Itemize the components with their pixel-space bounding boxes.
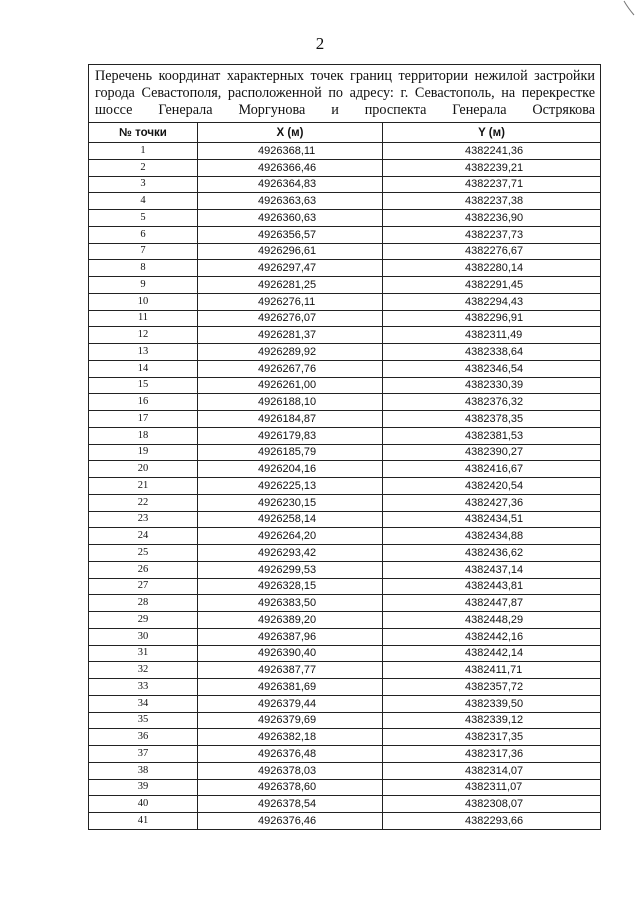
y-coordinate-cell: 4382241,36 [383,143,601,160]
point-number-cell: 8 [89,260,198,277]
point-number-cell: 27 [89,578,198,595]
y-coordinate-cell: 4382291,45 [383,277,601,294]
y-coordinate-cell: 4382317,36 [383,746,601,763]
table-row [89,210,601,227]
table-row [89,143,601,160]
point-number-cell: 22 [89,494,198,511]
point-number-cell: 35 [89,712,198,729]
x-coordinate-cell: 4926299,53 [198,561,383,578]
x-coordinate-cell: 4926356,57 [198,226,383,243]
table-row [89,427,601,444]
table-title: Перечень координат характерных точек границ территории нежилой застройки города Севастополя, расположенной по адресу: г. Севастополь, на перекрестке шоссе Генерала Моргунова и проспекта Генерала Острякова [89,65,601,123]
table-row [89,645,601,662]
point-number-cell: 37 [89,746,198,763]
point-number-cell: 11 [89,310,198,327]
point-number-cell: 30 [89,628,198,645]
point-number-cell: 13 [89,344,198,361]
point-number-cell: 39 [89,779,198,796]
x-coordinate-cell: 4926293,42 [198,545,383,562]
x-coordinate-cell: 4926230,15 [198,494,383,511]
header-y: Y (м) [383,123,601,143]
table-row [89,595,601,612]
table-row [89,612,601,629]
y-coordinate-cell: 4382236,90 [383,210,601,227]
x-coordinate-cell: 4926328,15 [198,578,383,595]
point-number-cell: 25 [89,545,198,562]
y-coordinate-cell: 4382294,43 [383,293,601,310]
table-row [89,762,601,779]
point-number-cell: 10 [89,293,198,310]
table-row [89,578,601,595]
x-coordinate-cell: 4926296,61 [198,243,383,260]
point-number-cell: 3 [89,176,198,193]
y-coordinate-cell: 4382237,71 [383,176,601,193]
point-number-cell: 26 [89,561,198,578]
table-row [89,813,601,830]
x-coordinate-cell: 4926378,54 [198,796,383,813]
x-coordinate-cell: 4926289,92 [198,344,383,361]
point-number-cell: 7 [89,243,198,260]
scan-mark [622,0,636,18]
x-coordinate-cell: 4926276,11 [198,293,383,310]
table-row [89,293,601,310]
y-coordinate-cell: 4382308,07 [383,796,601,813]
point-number-cell: 38 [89,762,198,779]
table-row [89,226,601,243]
y-coordinate-cell: 4382311,49 [383,327,601,344]
x-coordinate-cell: 4926185,79 [198,444,383,461]
x-coordinate-cell: 4926363,63 [198,193,383,210]
y-coordinate-cell: 4382434,88 [383,528,601,545]
table-row [89,511,601,528]
table-row [89,360,601,377]
point-number-cell: 33 [89,679,198,696]
y-coordinate-cell: 4382276,67 [383,243,601,260]
table-row [89,260,601,277]
table-row [89,695,601,712]
point-number-cell: 31 [89,645,198,662]
point-number-cell: 14 [89,360,198,377]
table-row [89,243,601,260]
x-coordinate-cell: 4926360,63 [198,210,383,227]
y-coordinate-cell: 4382381,53 [383,427,601,444]
y-coordinate-cell: 4382339,12 [383,712,601,729]
point-number-cell: 20 [89,461,198,478]
y-coordinate-cell: 4382280,14 [383,260,601,277]
table-row [89,176,601,193]
point-number-cell: 23 [89,511,198,528]
y-coordinate-cell: 4382420,54 [383,478,601,495]
table-row [89,310,601,327]
y-coordinate-cell: 4382346,54 [383,360,601,377]
coordinates-table [88,64,601,830]
y-coordinate-cell: 4382357,72 [383,679,601,696]
x-coordinate-cell: 4926383,50 [198,595,383,612]
table-row [89,679,601,696]
y-coordinate-cell: 4382411,71 [383,662,601,679]
x-coordinate-cell: 4926376,48 [198,746,383,763]
point-number-cell: 2 [89,159,198,176]
point-number-cell: 34 [89,695,198,712]
table-row [89,394,601,411]
x-coordinate-cell: 4926267,76 [198,360,383,377]
point-number-cell: 24 [89,528,198,545]
y-coordinate-cell: 4382239,21 [383,159,601,176]
x-coordinate-cell: 4926204,16 [198,461,383,478]
header-point-number: № точки [89,123,198,143]
header-x: X (м) [198,123,383,143]
table-row [89,662,601,679]
point-number-cell: 6 [89,226,198,243]
table-row [89,478,601,495]
point-number-cell: 18 [89,427,198,444]
y-coordinate-cell: 4382338,64 [383,344,601,361]
x-coordinate-cell: 4926378,60 [198,779,383,796]
y-coordinate-cell: 4382443,81 [383,578,601,595]
table-row [89,159,601,176]
y-coordinate-cell: 4382237,38 [383,193,601,210]
point-number-cell: 19 [89,444,198,461]
page-number: 2 [315,34,325,53]
table-row [89,528,601,545]
x-coordinate-cell: 4926378,03 [198,762,383,779]
y-coordinate-cell: 4382448,29 [383,612,601,629]
y-coordinate-cell: 4382390,27 [383,444,601,461]
x-coordinate-cell: 4926184,87 [198,411,383,428]
y-coordinate-cell: 4382237,73 [383,226,601,243]
x-coordinate-cell: 4926389,20 [198,612,383,629]
point-number-cell: 17 [89,411,198,428]
x-coordinate-cell: 4926261,00 [198,377,383,394]
table-row [89,377,601,394]
y-coordinate-cell: 4382427,36 [383,494,601,511]
point-number-cell: 16 [89,394,198,411]
x-coordinate-cell: 4926281,25 [198,277,383,294]
x-coordinate-cell: 4926368,11 [198,143,383,160]
y-coordinate-cell: 4382416,67 [383,461,601,478]
table-body [89,143,601,830]
x-coordinate-cell: 4926258,14 [198,511,383,528]
table-row [89,327,601,344]
point-number-cell: 12 [89,327,198,344]
y-coordinate-cell: 4382442,16 [383,628,601,645]
point-number-cell: 40 [89,796,198,813]
point-number-cell: 4 [89,193,198,210]
table-row [89,344,601,361]
table-row [89,779,601,796]
point-number-cell: 9 [89,277,198,294]
point-number-cell: 15 [89,377,198,394]
x-coordinate-cell: 4926281,37 [198,327,383,344]
y-coordinate-cell: 4382447,87 [383,595,601,612]
table-row [89,628,601,645]
x-coordinate-cell: 4926366,46 [198,159,383,176]
x-coordinate-cell: 4926387,77 [198,662,383,679]
point-number-cell: 29 [89,612,198,629]
y-coordinate-cell: 4382442,14 [383,645,601,662]
x-coordinate-cell: 4926379,44 [198,695,383,712]
table-row [89,444,601,461]
table-row [89,277,601,294]
x-coordinate-cell: 4926297,47 [198,260,383,277]
x-coordinate-cell: 4926364,83 [198,176,383,193]
x-coordinate-cell: 4926387,96 [198,628,383,645]
y-coordinate-cell: 4382293,66 [383,813,601,830]
x-coordinate-cell: 4926379,69 [198,712,383,729]
point-number-cell: 32 [89,662,198,679]
x-coordinate-cell: 4926382,18 [198,729,383,746]
point-number-cell: 41 [89,813,198,830]
y-coordinate-cell: 4382311,07 [383,779,601,796]
y-coordinate-cell: 4382378,35 [383,411,601,428]
table-row [89,193,601,210]
point-number-cell: 21 [89,478,198,495]
table-row [89,729,601,746]
y-coordinate-cell: 4382339,50 [383,695,601,712]
y-coordinate-cell: 4382436,62 [383,545,601,562]
point-number-cell: 28 [89,595,198,612]
point-number-cell: 1 [89,143,198,160]
table-row [89,746,601,763]
x-coordinate-cell: 4926381,69 [198,679,383,696]
table-row [89,796,601,813]
table-row [89,561,601,578]
point-number-cell: 36 [89,729,198,746]
y-coordinate-cell: 4382437,14 [383,561,601,578]
x-coordinate-cell: 4926188,10 [198,394,383,411]
x-coordinate-cell: 4926264,20 [198,528,383,545]
y-coordinate-cell: 4382296,91 [383,310,601,327]
x-coordinate-cell: 4926276,07 [198,310,383,327]
y-coordinate-cell: 4382330,39 [383,377,601,394]
x-coordinate-cell: 4926390,40 [198,645,383,662]
x-coordinate-cell: 4926179,83 [198,427,383,444]
point-number-cell: 5 [89,210,198,227]
table-row [89,461,601,478]
table-row [89,712,601,729]
x-coordinate-cell: 4926376,46 [198,813,383,830]
y-coordinate-cell: 4382317,35 [383,729,601,746]
x-coordinate-cell: 4926225,13 [198,478,383,495]
y-coordinate-cell: 4382434,51 [383,511,601,528]
y-coordinate-cell: 4382376,32 [383,394,601,411]
table-row [89,545,601,562]
y-coordinate-cell: 4382314,07 [383,762,601,779]
table-row [89,411,601,428]
table-row [89,494,601,511]
